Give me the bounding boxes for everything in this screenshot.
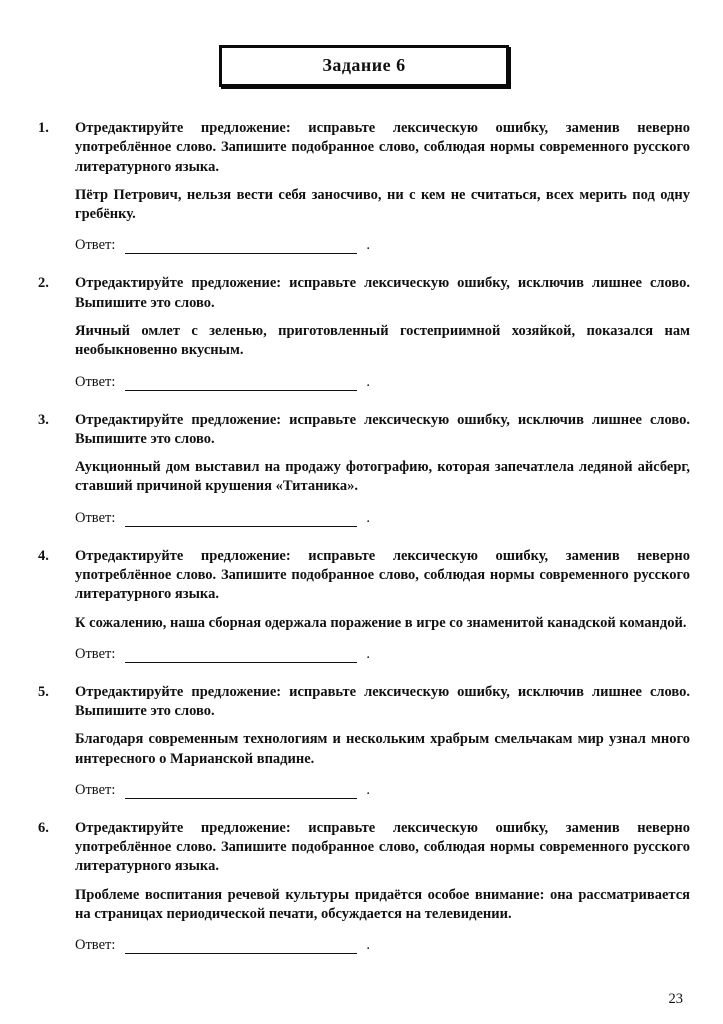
task-sentence: Яичный омлет с зеленью, приготовленный гостеприимной хозяйкой, показался нам необыкновенно вкусным. [75,322,690,359]
task-item [38,119,690,254]
task-body [75,411,690,527]
task-number: 6. [38,819,49,836]
answer-blank [125,238,357,254]
answer-row [75,374,690,391]
answer-blank [125,938,357,954]
answer-blank [125,647,357,663]
answer-label: Ответ: [75,237,116,254]
task-body [75,819,690,954]
instruction-rest: исправьте лексическую ошибку, заменив неверно употреблённое слово. Запишите подобранное слово, соблюдая нормы современного русского литературного языка. [75,547,690,603]
task-instruction [75,119,690,177]
task-number: 4. [38,547,49,564]
task-instruction [75,274,690,313]
answer-label: Ответ: [75,373,116,390]
answer-label: Ответ: [75,781,116,798]
task-body [75,119,690,254]
task-item [38,683,690,799]
answer-period: . [366,509,370,526]
task-number: 2. [38,275,49,292]
instruction-rest: исправьте лексическую ошибку, исключив лишнее слово. Выпишите это слово. [75,275,691,311]
task-item [38,819,690,954]
answer-blank [125,511,357,527]
task-sentence: Аукционный дом выставил на продажу фотографию, которая запечатлела ледяной айсберг, ставший причиной крушения «Титаника». [75,459,690,495]
answer-period: . [366,781,370,798]
task-body [75,274,690,390]
answer-blank [125,783,357,799]
answer-row [75,782,690,799]
instruction-lead: Отредактируйте предложение: [75,547,291,564]
page-title: Задание 6 [322,55,406,75]
instruction-rest: исправьте лексическую ошибку, заменив неверно употреблённое слово. Запишите подобранное слово, соблюдая нормы современного русского литературного языка. [75,819,690,875]
answer-row [75,937,690,954]
task-number: 3. [38,411,49,428]
answer-label: Ответ: [75,509,116,526]
page-number: 23 [668,991,683,1007]
answer-row [75,646,690,663]
answer-row [75,237,690,254]
task-instruction [75,547,690,605]
task-instruction [75,411,690,450]
task-item [38,274,690,390]
task-sentence: Благодаря современным технологиям и нескольким храбрым смельчакам мир узнал много интересного о Марианской впадине. [75,731,690,767]
answer-label: Ответ: [75,645,116,662]
task-instruction [75,683,690,722]
task-instruction [75,819,690,877]
answer-label: Ответ: [75,937,116,954]
task-number: 5. [38,683,49,700]
task-number: 1. [38,120,49,136]
task-sentence: К сожалению, наша сборная одержала поражение в игре со знаменитой канадской командой. [75,614,687,631]
answer-row [75,510,690,527]
answer-period: . [366,645,370,662]
task-sentence: Проблеме воспитания речевой культуры придаётся особое внимание: она рассматривается на страницах периодической печати, обсуждается на телевидении. [75,886,690,923]
instruction-lead: Отредактируйте предложение: [75,411,282,428]
answer-blank [125,375,357,391]
instruction-rest: исправьте лексическую ошибку, исключив лишнее слово. Выпишите это слово. [75,411,691,447]
task-item [38,547,690,663]
answer-period: . [366,237,370,254]
instruction-rest: исправьте лексическую ошибку, заменив неверно употреблённое слово. Запишите подобранное слово, соблюдая нормы современного русского литературного языка. [75,120,690,175]
instruction-rest: исправьте лексическую ошибку, исключив лишнее слово. Выпишите это слово. [75,683,691,720]
task-sentence: Пётр Петрович, нельзя вести себя заносчиво, ни с кем не считаться, всех мерить под одну гребёнку. [75,186,690,223]
instruction-lead: Отредактируйте предложение: [75,683,282,700]
task-title-box [219,45,509,87]
instruction-lead: Отредактируйте предложение: [75,120,291,136]
task-body [75,547,690,663]
instruction-lead: Отредактируйте предложение: [75,819,291,836]
instruction-lead: Отредактируйте предложение: [75,275,282,292]
task-item [38,411,690,527]
answer-period: . [366,937,370,954]
answer-period: . [366,373,370,390]
task-body [75,683,690,799]
